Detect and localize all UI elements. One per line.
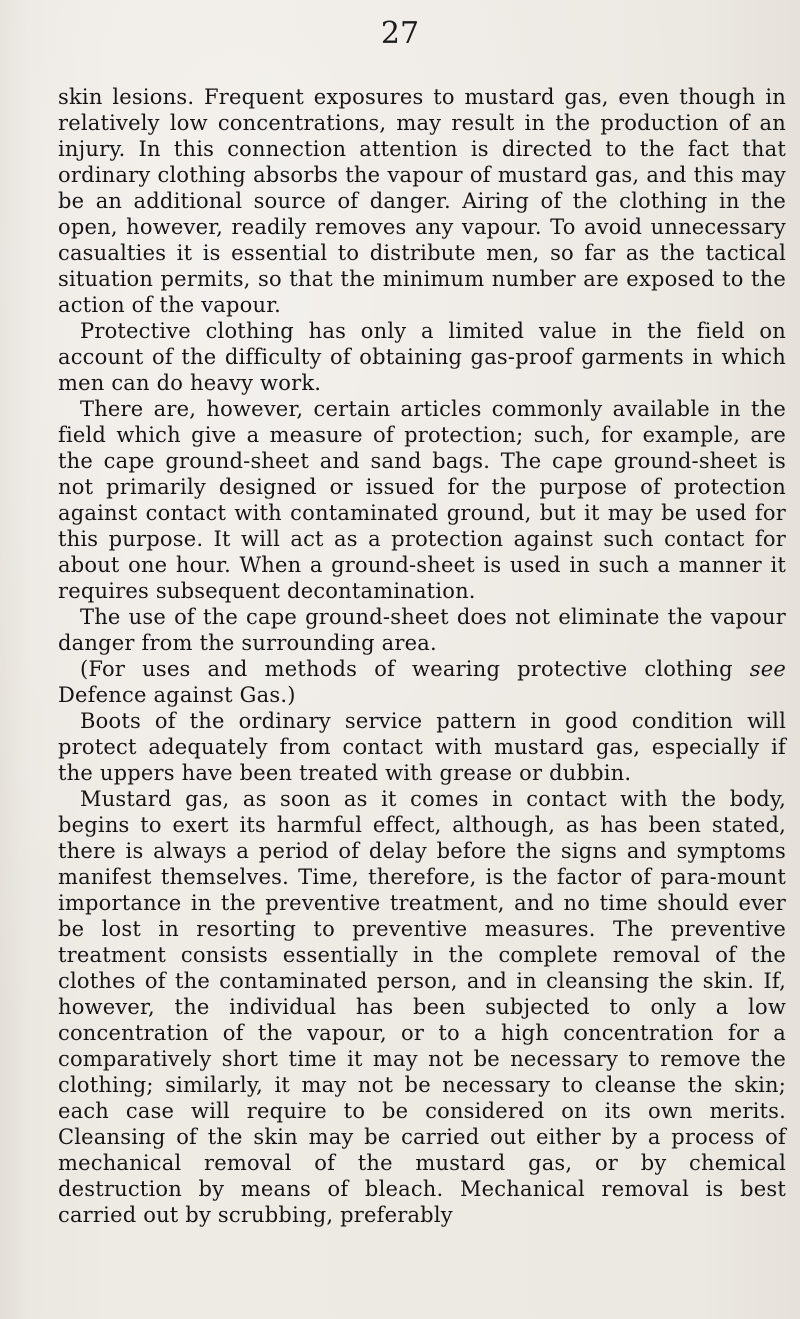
body-text [58,84,786,1228]
cross-reference-see: see [749,657,786,681]
paragraph-boots: Boots of the ordinary service pattern in good condition will protect adequately from contact with mustard gas, especially if the uppers have been treated with grease or dubbin. [58,709,786,785]
cross-reference-text-after: Defence against Gas.) [58,683,296,707]
paragraph-protective-clothing: Protective clothing has only a limited value in the field on account of the difficulty of obtaining gas-proof garments in which men can do heavy work. [58,319,786,395]
paragraph-cape-ground-sheet: There are, however, certain articles commonly available in the field which give a measure of protection; such, for example, are the cape ground-sheet and sand bags. The cape ground-sheet is not primarily designed or issued for the purpose of protection against contact with contaminated ground, but it may be used for this purpose. It will act as a protection against such contact for about one hour. When a ground-sheet is used in such a manner it requires subsequent decontamination. [58,397,786,603]
cross-reference-text-before: (For uses and methods of wearing protective clothing [80,657,750,681]
paragraph-vapour-danger: The use of the cape ground-sheet does not eliminate the vapour danger from the surrounding area. [58,605,786,655]
paragraph-mustard-gas-exposure: skin lesions. Frequent exposures to mustard gas, even though in relatively low concentrations, may result in the production of an injury. In this connection attention is directed to the fact that ordinary clothing absorbs the vapour of mustard gas, and this may be an additional source of danger. Airing of the clothing in the open, however, readily removes any vapour. To avoid unnecessary casualties it is essential to distribute men, so far as the tactical situation permits, so that the minimum number are exposed to the action of the vapour. [58,85,786,317]
page-number: 27 [380,16,420,51]
paragraph-preventive-treatment: Mustard gas, as soon as it comes in contact with the body, begins to exert its harmful effect, although, as has been stated, there is always a period of delay before the signs and symptoms manifest themselves. Time, therefore, is the factor of para-mount importance in the preventive treatment, and no time should ever be lost in resorting to preventive measures. The preventive treatment consists essentially in the complete removal of the clothes of the contaminated person, and in cleansing the skin. If, however, the individual has been subjected to only a low concentration of the vapour, or to a high concentration for a comparatively short time it may not be necessary to remove the clothing; similarly, it may not be necessary to cleanse the skin; each case will require to be considered on its own merits. Cleansing of the skin may be carried out either by a process of mechanical removal of the mustard gas, or by chemical destruction by means of bleach. Mechanical removal is best carried out by scrubbing, preferably [58,787,786,1227]
paragraph-cross-reference [58,656,786,708]
